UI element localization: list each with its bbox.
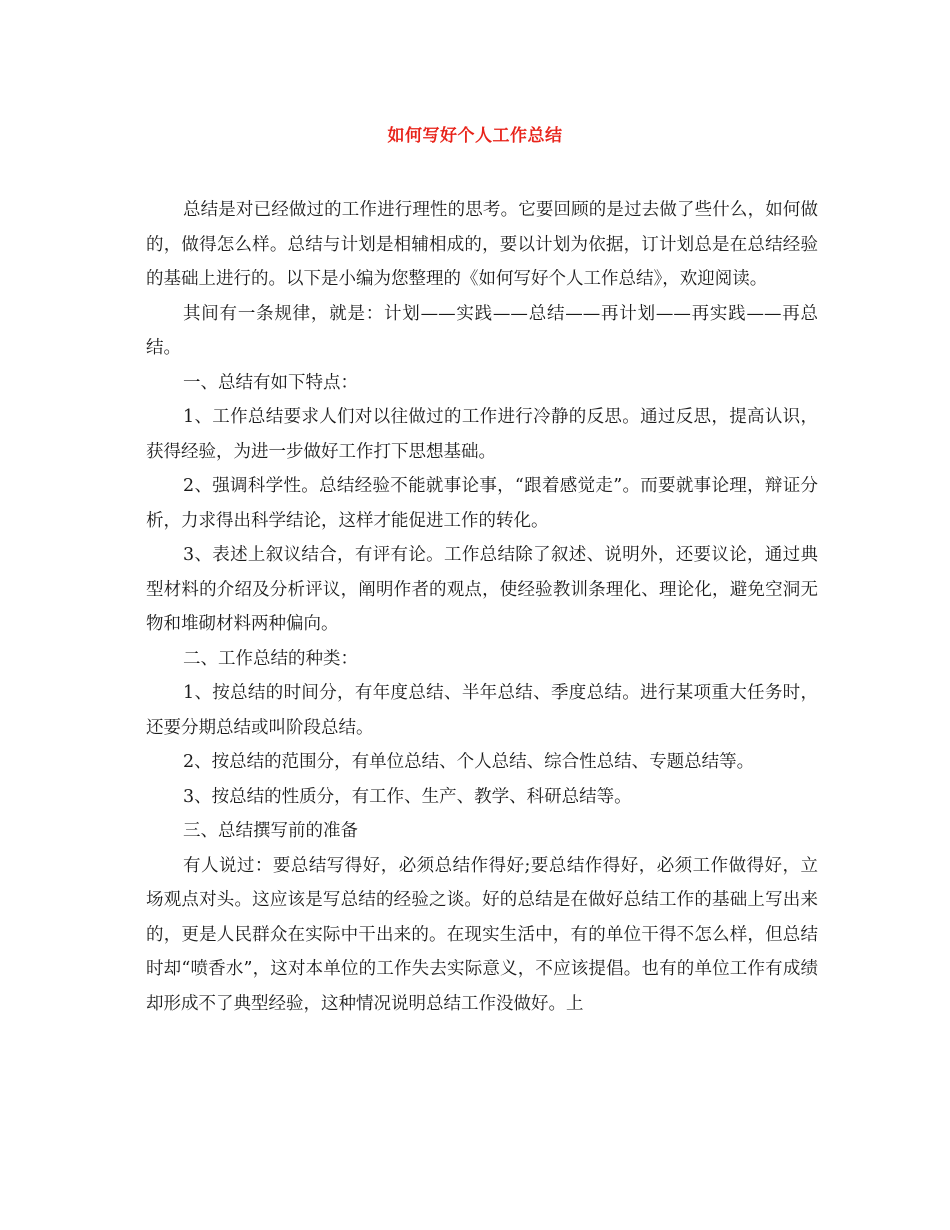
paragraph-type-3: 3、按总结的性质分，有工作、生产、教学、科研总结等。 [183, 786, 632, 807]
section-heading-features: 一、总结有如下特点： [183, 372, 358, 393]
paragraph-type-1: 1、按总结的时间分，有年度总结、半年总结、季度总结。进行某项重大任务时，还要分期总结或叫阶段总结。 [146, 683, 818, 738]
paragraph-rule: 其间有一条规律，就是：计划——实践——总结——再计划——再实践——再总结。 [146, 303, 818, 358]
paragraph-feature-3: 3、表述上叙议结合，有评有论。工作总结除了叙述、说明外，还要议论，通过典型材料的介绍及分析评议，阐明作者的观点，使经验教训条理化、理论化，避免空洞无物和堆砌材料两种偏向。 [146, 545, 818, 634]
document-body [146, 193, 818, 1021]
paragraph-intro: 总结是对已经做过的工作进行理性的思考。它要回顾的是过去做了些什么，如何做的，做得怎么样。总结与计划是相辅相成的，要以计划为依据，订计划总是在总结经验的基础上进行的。以下是小编为您整理的《如何写好个人工作总结》，欢迎阅读。 [146, 200, 818, 289]
paragraph-preparation: 有人说过：要总结写得好，必须总结作得好;要总结作得好，必须工作做得好，立场观点对头。这应该是写总结的经验之谈。好的总结是在做好总结工作的基础上写出来的，更是人民群众在实际中干出来的。在现实生活中，有的单位干得不怎么样，但总结时却“喷香水”，这对本单位的工作失去实际意义，不应该提倡。也有的单位工作有成绩却形成不了典型经验，这种情况说明总结工作没做好。上 [146, 855, 818, 1014]
section-heading-preparation: 三、总结撰写前的准备 [183, 821, 358, 841]
paragraph-type-2: 2、按总结的范围分，有单位总结、个人总结、综合性总结、专题总结等。 [183, 752, 755, 772]
paragraph-feature-2: 2、强调科学性。总结经验不能就事论事，“跟着感觉走”。而要就事论理，辩证分析，力求得出科学结论，这样才能促进工作的转化。 [146, 476, 818, 531]
page-title: 如何写好个人工作总结 [387, 126, 563, 146]
paragraph-feature-1: 1、工作总结要求人们对以往做过的工作进行冷静的反思。通过反思，提高认识，获得经验，为进一步做好工作打下思想基础。 [146, 407, 818, 462]
section-heading-types: 二、工作总结的种类： [183, 648, 358, 669]
